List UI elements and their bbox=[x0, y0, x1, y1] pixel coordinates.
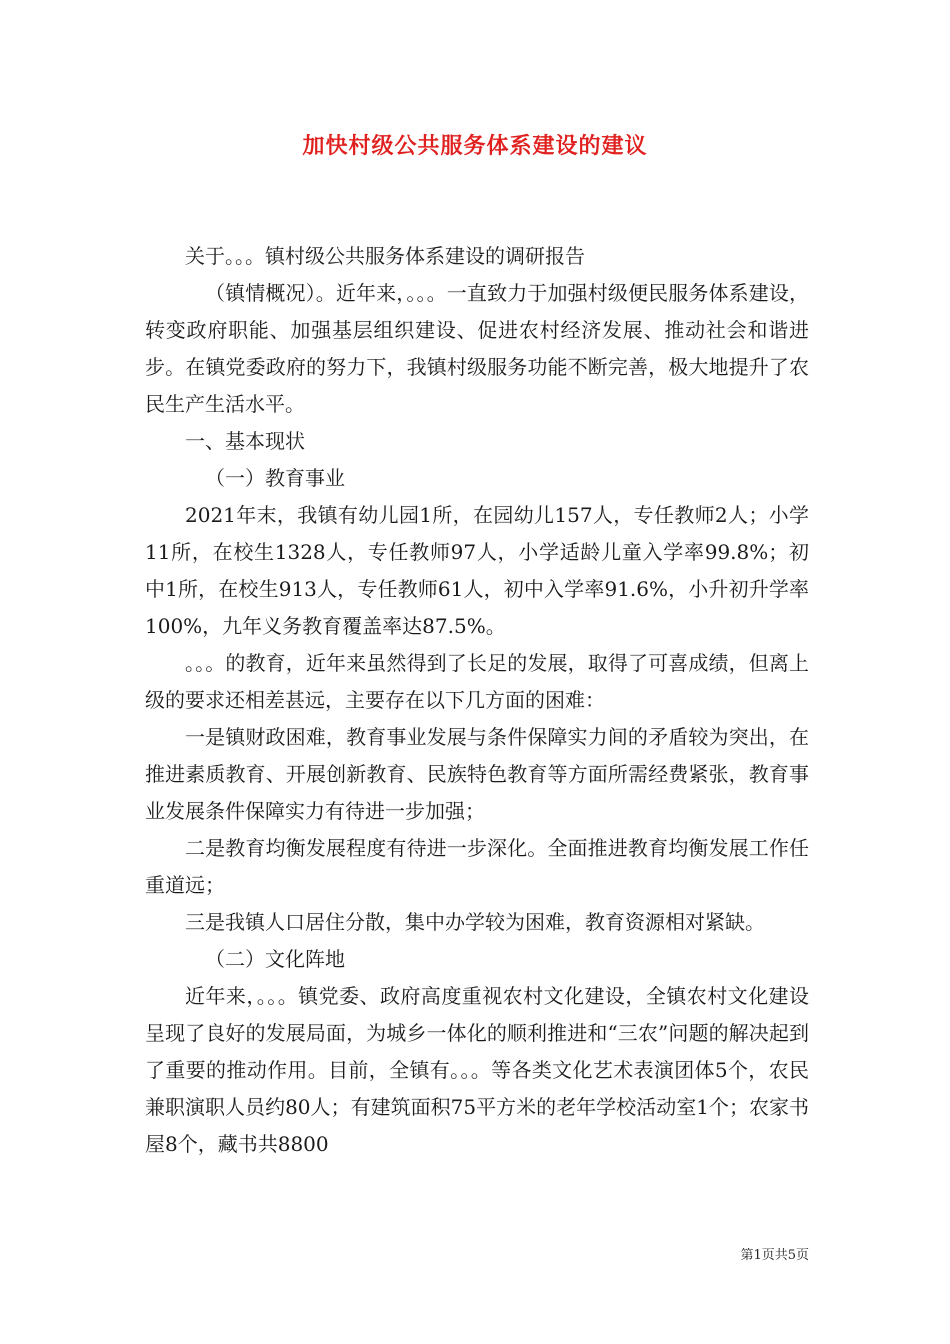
paragraph-culture: 近年来，。。。镇党委、政府高度重视农村文化建设，全镇农村文化建设呈现了良好的发展局面，为城乡一体化的顺利推进和“三农”问题的解决起到了重要的推动作用。目前，全镇有。。。等各类文化艺术表演团体5个，农民兼职演职人员约80人；有建筑面积75平方米的老年学校活动室1个；农家书屋8个，藏书共8800 bbox=[145, 984, 809, 1156]
heading-education: （一）教育事业 bbox=[205, 466, 345, 490]
paragraph-education-stats: 2021年末，我镇有幼儿园1所，在园幼儿157人，专任教师2人；小学11所，在校生1328人，专任教师97人，小学适龄儿童入学率99.8%；初中1所，在校生913人，专任教师61人，初中入学率91.6%，小升初升学率100%，九年义务教育覆盖率达87.5%。 bbox=[145, 503, 809, 638]
heading-culture: （二）文化阵地 bbox=[205, 947, 345, 971]
paragraph-overview: （镇情概况）。近年来，。。。一直致力于加强村级便民服务体系建设，转变政府职能、加强基层组织建设、促进农村经济发展、推动社会和谐进步。在镇党委政府的努力下，我镇村级服务功能不断完善，极大地提升了农民生产生活水平。 bbox=[145, 281, 809, 416]
page-number-footer: 第1页共5页 bbox=[740, 1248, 809, 1263]
paragraph-difficulty-two: 二是教育均衡发展程度有待进一步深化。全面推进教育均衡发展工作任重道远； bbox=[145, 836, 809, 897]
paragraph-report-title: 关于。。。镇村级公共服务体系建设的调研报告 bbox=[185, 244, 585, 268]
document-body bbox=[145, 238, 809, 1163]
paragraph-difficulty-one: 一是镇财政困难，教育事业发展与条件保障实力间的矛盾较为突出，在推进素质教育、开展创新教育、民族特色教育等方面所需经费紧张，教育事业发展条件保障实力有待进一步加强； bbox=[145, 725, 809, 823]
paragraph-difficulty-three: 三是我镇人口居住分散，集中办学较为困难，教育资源相对紧缺。 bbox=[185, 910, 765, 934]
heading-basic-status: 一、基本现状 bbox=[185, 429, 305, 453]
document-title: 加快村级公共服务体系建设的建议 bbox=[302, 133, 648, 159]
paragraph-education-difficulties: 。。。的教育，近年来虽然得到了长足的发展，取得了可喜成绩，但离上级的要求还相差甚远，主要存在以下几方面的困难： bbox=[145, 651, 809, 712]
